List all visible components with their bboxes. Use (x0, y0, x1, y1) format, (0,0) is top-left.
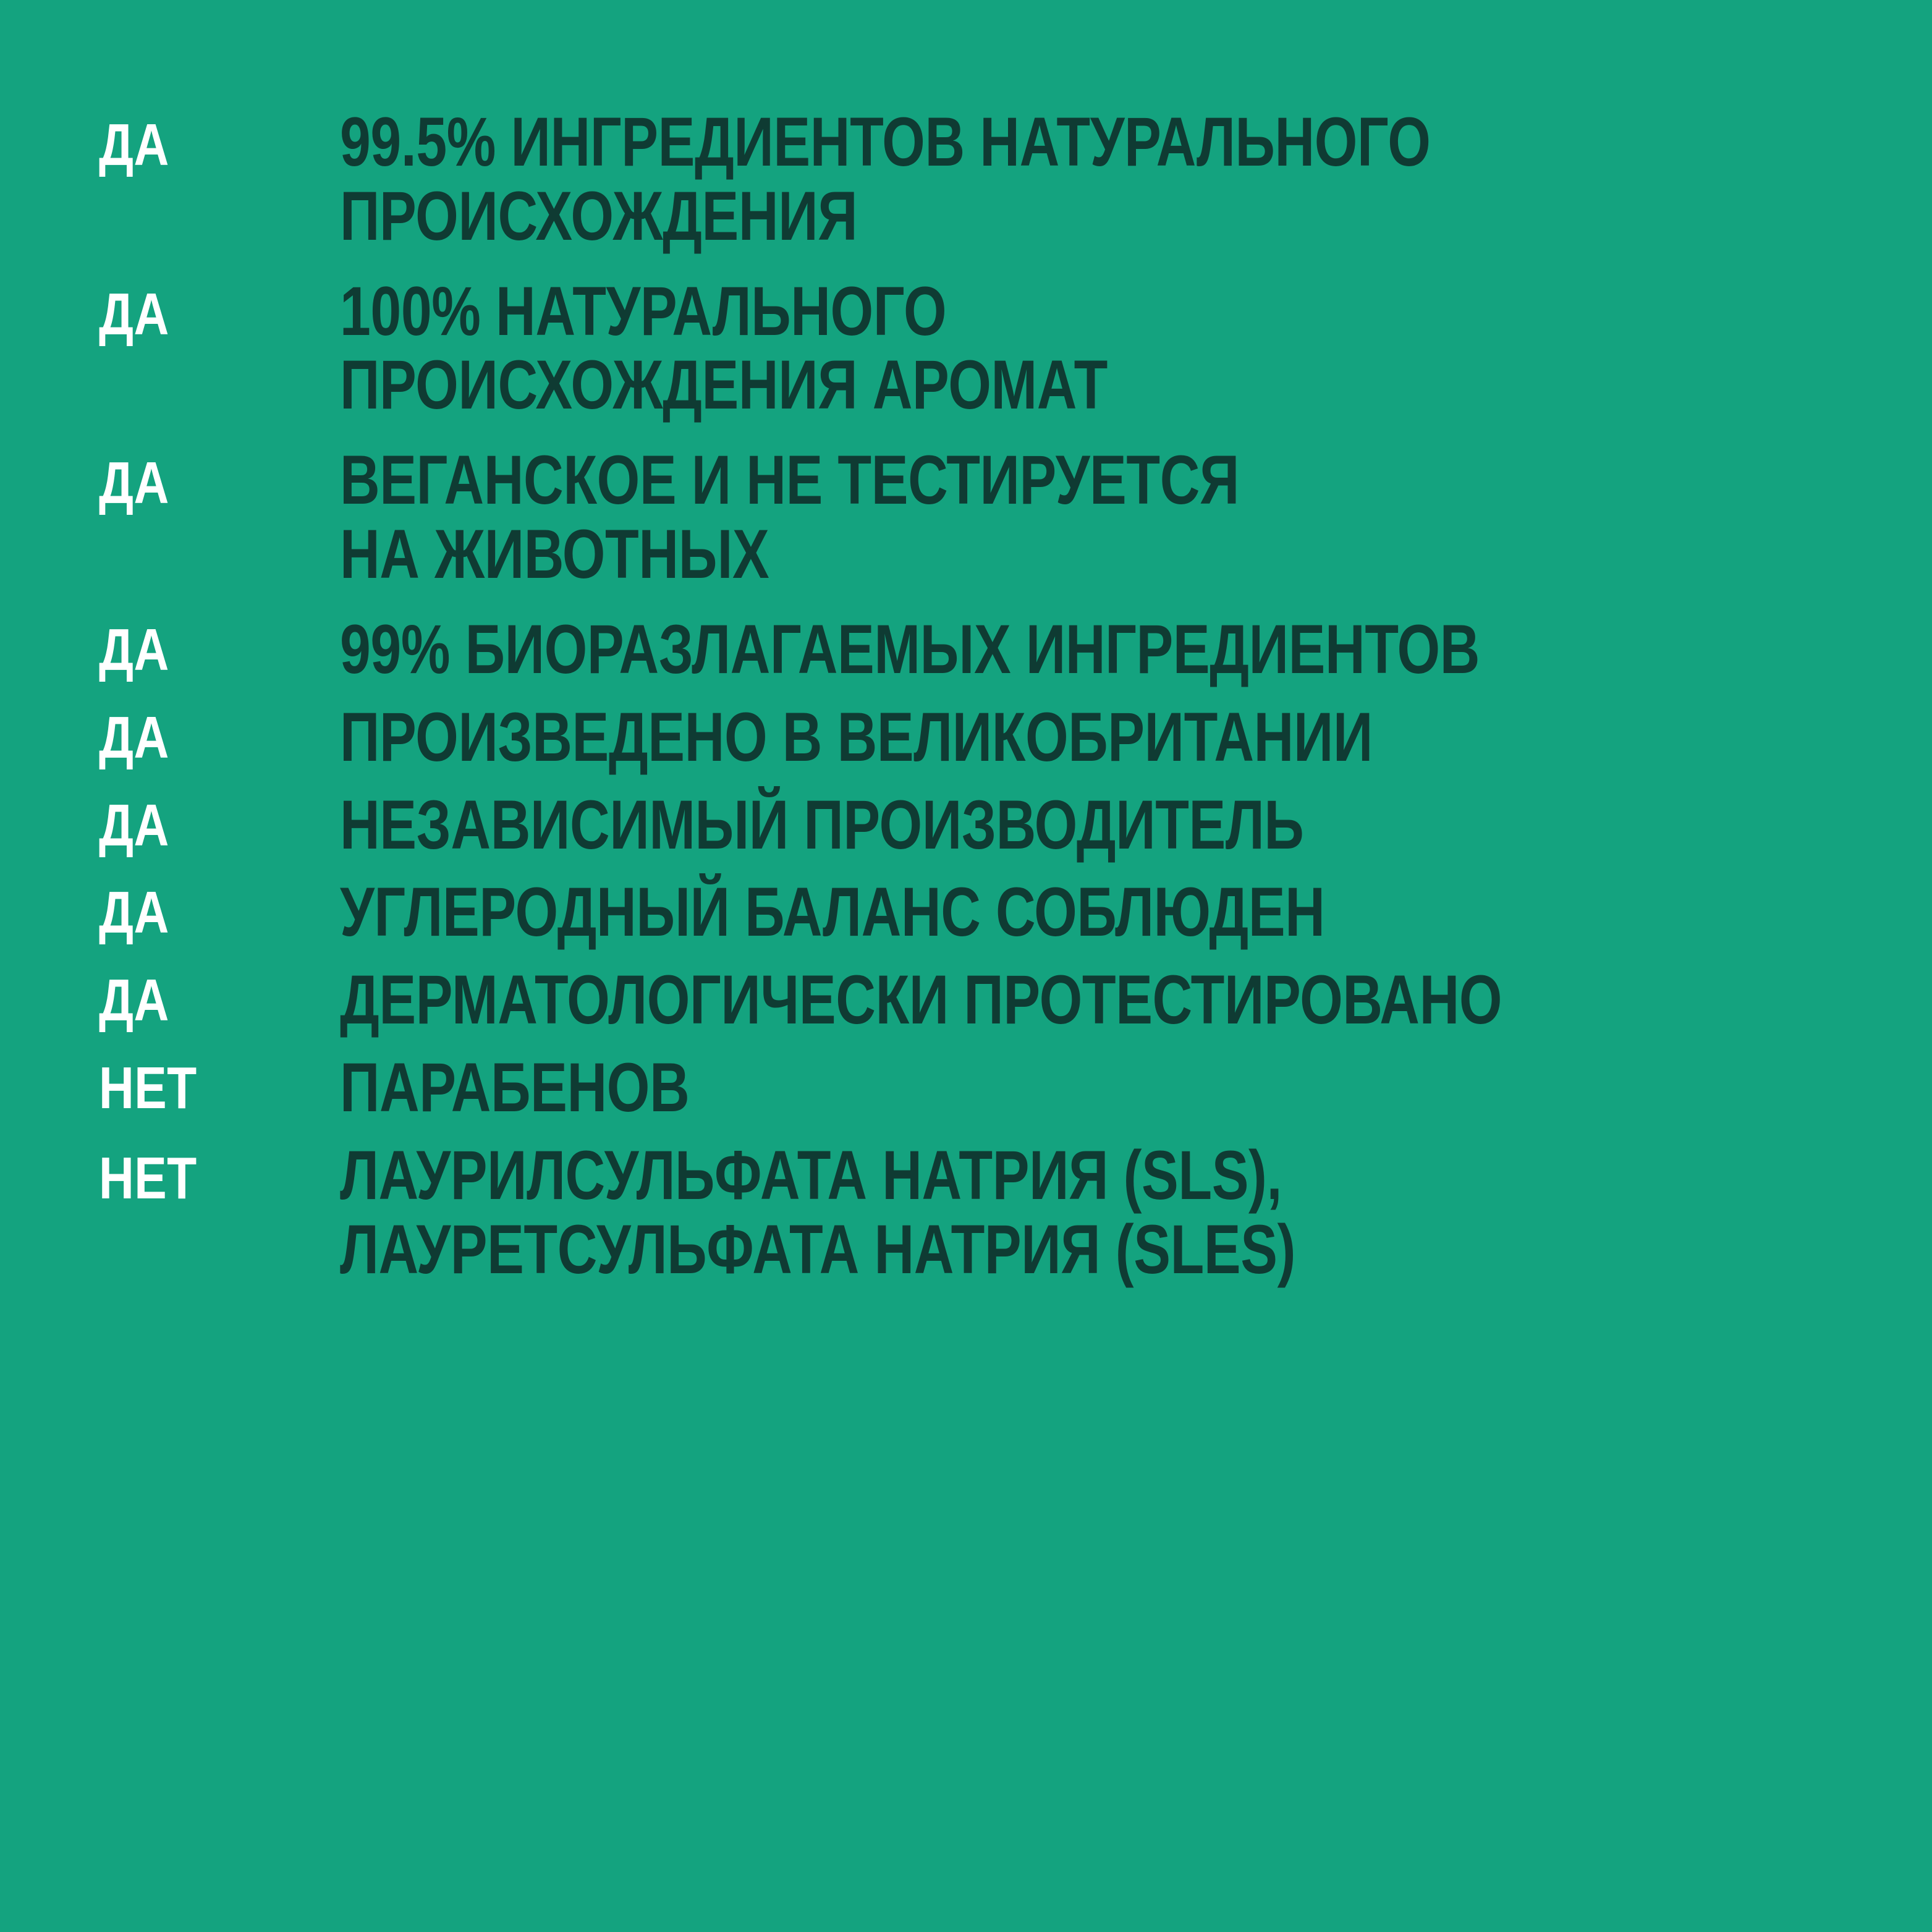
claim-text-line: ПАРАБЕНОВ (340, 1049, 690, 1127)
claim-text (340, 1138, 1584, 1287)
claim-text-line: НА ЖИВОТНЫХ (340, 515, 769, 593)
claim-text (340, 963, 1584, 1037)
list-item (99, 788, 1895, 862)
claim-marker: ДА (99, 704, 169, 771)
claim-text (340, 700, 1584, 774)
claim-marker: ДА (99, 616, 169, 683)
claim-marker: НЕТ (99, 1055, 197, 1122)
list-item (99, 1051, 1895, 1125)
list-item (99, 700, 1895, 774)
list-item (99, 612, 1895, 687)
claim-text (340, 105, 1584, 253)
list-item (99, 274, 1895, 423)
claim-marker: ДА (99, 879, 169, 946)
list-item (99, 1138, 1895, 1287)
list-item (99, 105, 1895, 253)
claim-marker: ДА (99, 112, 169, 178)
claim-text-line: ПРОИЗВЕДЕНО В ВЕЛИКОБРИТАНИИ (340, 698, 1373, 776)
claim-text (340, 612, 1584, 687)
list-item (99, 443, 1895, 591)
claim-text (340, 875, 1584, 949)
claim-text-line: ПРОИСХОЖДЕНИЯ АРОМАТ (340, 346, 1108, 424)
claim-text (340, 788, 1584, 862)
claim-text-line: 99% БИОРАЗЛАГАЕМЫХ ИНГРЕДИЕНТОВ (340, 610, 1480, 688)
claim-text-line: УГЛЕРОДНЫЙ БАЛАНС СОБЛЮДЕН (340, 873, 1325, 951)
claim-marker: НЕТ (99, 1145, 197, 1211)
claim-text-line: ДЕРМАТОЛОГИЧЕСКИ ПРОТЕСТИРОВАНО (340, 961, 1502, 1039)
claim-marker: ДА (99, 281, 169, 347)
claim-marker: ДА (99, 792, 169, 858)
claim-text (340, 274, 1584, 423)
claim-text-line: ВЕГАНСКОЕ И НЕ ТЕСТИРУЕТСЯ (340, 441, 1240, 519)
claim-text-line: ПРОИСХОЖДЕНИЯ (340, 177, 858, 255)
claim-text (340, 1051, 1584, 1125)
claim-text-line: 100% НАТУРАЛЬНОГО (340, 272, 947, 350)
claim-marker: ДА (99, 450, 169, 517)
list-item (99, 963, 1895, 1037)
claims-list (99, 105, 1895, 1308)
claim-marker: ДА (99, 967, 169, 1034)
claim-text-line: 99.5% ИНГРЕДИЕНТОВ НАТУРАЛЬНОГО (340, 103, 1431, 180)
claim-text (340, 443, 1584, 591)
list-item (99, 875, 1895, 949)
claim-text-line: ЛАУРЕТСУЛЬФАТА НАТРИЯ (SLES) (340, 1210, 1296, 1288)
claim-text-line: ЛАУРИЛСУЛЬФАТА НАТРИЯ (SLS), (340, 1136, 1282, 1214)
claim-text-line: НЕЗАВИСИМЫЙ ПРОИЗВОДИТЕЛЬ (340, 786, 1304, 863)
